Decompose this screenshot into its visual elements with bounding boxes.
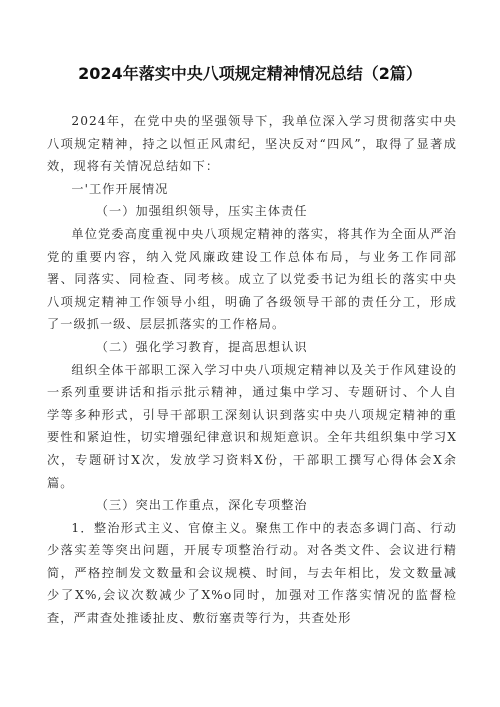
subheading-rectification: （三）突出工作重点，深化专项整治 [95,498,308,513]
document-body [47,110,457,630]
section-heading-work-status: 一'工作开展情况 [71,181,169,196]
subheading-education: （二）强化学习教育，提高思想认识 [95,339,308,354]
document-title: 2024年落实中央八项规定精神情况总结（2篇） [78,64,422,83]
subheading-leadership: （一）加强组织领导，压实主体责任 [95,204,308,219]
intro-paragraph: 2024年，在党中央的坚强领导下，我单位深入学习贯彻落实中央八项规定精神，持之以恒正风肃纪，坚决反对“四风”，取得了显著成效，现将有关情况总结如下： [47,114,457,174]
paragraph-education: 组织全体干部职工深入学习中央八项规定精神以及关于作风建设的一系列重要讲话和指示批示精神，通过集中学习、专题研讨、个人自学等多种形式，引导干部职工深刻认识到落实中央八项规定精神的重要性和紧迫性，切实增强纪律意识和规矩意识。全年共组织集中学习X次，专题研讨X次，发放学习资料X份，干部职工撰写心得体会X余篇。 [47,362,457,490]
paragraph-leadership: 单位党委高度重视中央八项规定精神的落实，将其作为全面从严治党的重要内容，纳入党风廉政建设工作总体布局，与业务工作同部署、同落实、同检查、同考核。成立了以党委书记为组长的落实中央八项规定精神工作领导小组，明确了各级领导干部的责任分工，形成了一级抓一级、层层抓落实的工作格局。 [47,226,457,332]
paragraph-rectification: 1．整治形式主义、官僚主义。聚焦工作中的表态多调门高、行动少落实差等突出问题，开展专项整治行动。对各类文件、会议进行精简，严格控制发文数量和会议规模、时间，与去年相比，发文数量减少了X%,会议次数减少了X%o同时，加强对工作落实情况的监督检查，严肃查处推诿扯皮、敷衍塞责等行为，共查处形 [47,520,457,626]
